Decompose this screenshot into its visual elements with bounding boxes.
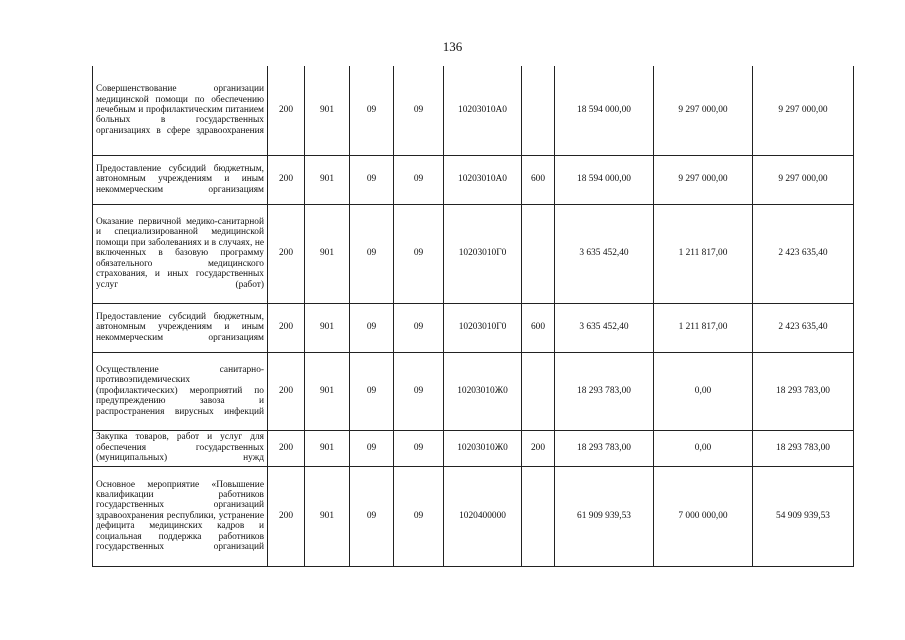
cell-expense-type: 600	[522, 155, 555, 204]
cell-amount-2: 1 211 817,00	[654, 204, 753, 303]
table-row	[93, 66, 854, 155]
row-name: Предоставление субсидий бюджетным, автономным учреждениям и иным некоммерческим организациям	[93, 303, 268, 352]
cell-target-code: 10203010Ж0	[444, 430, 522, 466]
row-name: Основное мероприятие «Повышение квалификации работников государственных организаций здравоохранения республики, устранение дефицита медицинских кадров и социальная поддержка работников государственных организаций	[93, 466, 268, 566]
row-name: Закупка товаров, работ и услуг для обеспечения государственных (муниципальных) нужд	[93, 430, 268, 466]
cell-amount-3: 2 423 635,40	[753, 303, 854, 352]
cell-amount-2: 7 000 000,00	[654, 466, 753, 566]
budget-table	[92, 66, 854, 567]
cell-ministry-code: 901	[305, 204, 350, 303]
cell-ministry-code: 901	[305, 466, 350, 566]
row-name: Осуществление санитарно-противоэпидемических (профилактических) мероприятий по предупреждению завоза и распространения вирусных инфекций	[93, 352, 268, 430]
table-row	[93, 303, 854, 352]
cell-expense-type	[522, 466, 555, 566]
cell-ministry-code: 901	[305, 352, 350, 430]
cell-expense-type: 600	[522, 303, 555, 352]
cell-ministry-code: 901	[305, 66, 350, 155]
cell-amount-2: 0,00	[654, 352, 753, 430]
cell-amount-2: 1 211 817,00	[654, 303, 753, 352]
cell-subsection: 09	[394, 430, 444, 466]
cell-section: 09	[350, 303, 394, 352]
cell-subsection: 09	[394, 204, 444, 303]
cell-amount-total: 18 293 783,00	[555, 352, 654, 430]
cell-amount-2: 9 297 000,00	[654, 155, 753, 204]
cell-amount-total: 3 635 452,40	[555, 303, 654, 352]
cell-expense-type: 200	[522, 430, 555, 466]
cell-section: 09	[350, 352, 394, 430]
row-name: Предоставление субсидий бюджетным, автономным учреждениям и иным некоммерческим организациям	[93, 155, 268, 204]
cell-target-code: 10203010Г0	[444, 204, 522, 303]
cell-ministry-code: 901	[305, 430, 350, 466]
cell-amount-total: 18 594 000,00	[555, 155, 654, 204]
cell-section: 09	[350, 430, 394, 466]
page-number: 136	[442, 39, 463, 54]
table-row	[93, 466, 854, 566]
table-row	[93, 352, 854, 430]
cell-ministry-code: 901	[305, 303, 350, 352]
cell-amount-3: 18 293 783,00	[753, 352, 854, 430]
cell-subsection: 09	[394, 155, 444, 204]
cell-admin-code: 200	[268, 352, 305, 430]
cell-expense-type	[522, 204, 555, 303]
cell-amount-2: 0,00	[654, 430, 753, 466]
cell-amount-total: 18 293 783,00	[555, 430, 654, 466]
table-row	[93, 204, 854, 303]
cell-subsection: 09	[394, 466, 444, 566]
cell-subsection: 09	[394, 66, 444, 155]
cell-subsection: 09	[394, 303, 444, 352]
cell-target-code: 10203010А0	[444, 66, 522, 155]
cell-amount-total: 3 635 452,40	[555, 204, 654, 303]
cell-admin-code: 200	[268, 430, 305, 466]
cell-admin-code: 200	[268, 204, 305, 303]
cell-amount-3: 2 423 635,40	[753, 204, 854, 303]
cell-admin-code: 200	[268, 303, 305, 352]
cell-target-code: 10203010Г0	[444, 303, 522, 352]
cell-amount-2: 9 297 000,00	[654, 66, 753, 155]
cell-target-code: 10203010Ж0	[444, 352, 522, 430]
cell-subsection: 09	[394, 352, 444, 430]
cell-amount-3: 9 297 000,00	[753, 66, 854, 155]
cell-amount-total: 18 594 000,00	[555, 66, 654, 155]
cell-section: 09	[350, 204, 394, 303]
cell-target-code: 1020400000	[444, 466, 522, 566]
cell-amount-3: 9 297 000,00	[753, 155, 854, 204]
cell-amount-3: 54 909 939,53	[753, 466, 854, 566]
cell-target-code: 10203010А0	[444, 155, 522, 204]
cell-ministry-code: 901	[305, 155, 350, 204]
table-row	[93, 155, 854, 204]
table-row	[93, 430, 854, 466]
cell-expense-type	[522, 66, 555, 155]
cell-amount-total: 61 909 939,53	[555, 466, 654, 566]
row-name: Оказание первичной медико-санитарной и специализированной медицинской помощи при заболеваниях и в случаях, не включенных в базовую программу обязательного медицинского страхования, и иных государственных услуг (работ)	[93, 204, 268, 303]
cell-section: 09	[350, 155, 394, 204]
cell-admin-code: 200	[268, 466, 305, 566]
row-name: Совершенствование организации медицинской помощи по обеспечению лечебным и профилактическим питанием больных в государственных организациях в сфере здравоохранения	[93, 66, 268, 155]
cell-amount-3: 18 293 783,00	[753, 430, 854, 466]
cell-admin-code: 200	[268, 155, 305, 204]
cell-admin-code: 200	[268, 66, 305, 155]
cell-expense-type	[522, 352, 555, 430]
cell-section: 09	[350, 466, 394, 566]
cell-section: 09	[350, 66, 394, 155]
